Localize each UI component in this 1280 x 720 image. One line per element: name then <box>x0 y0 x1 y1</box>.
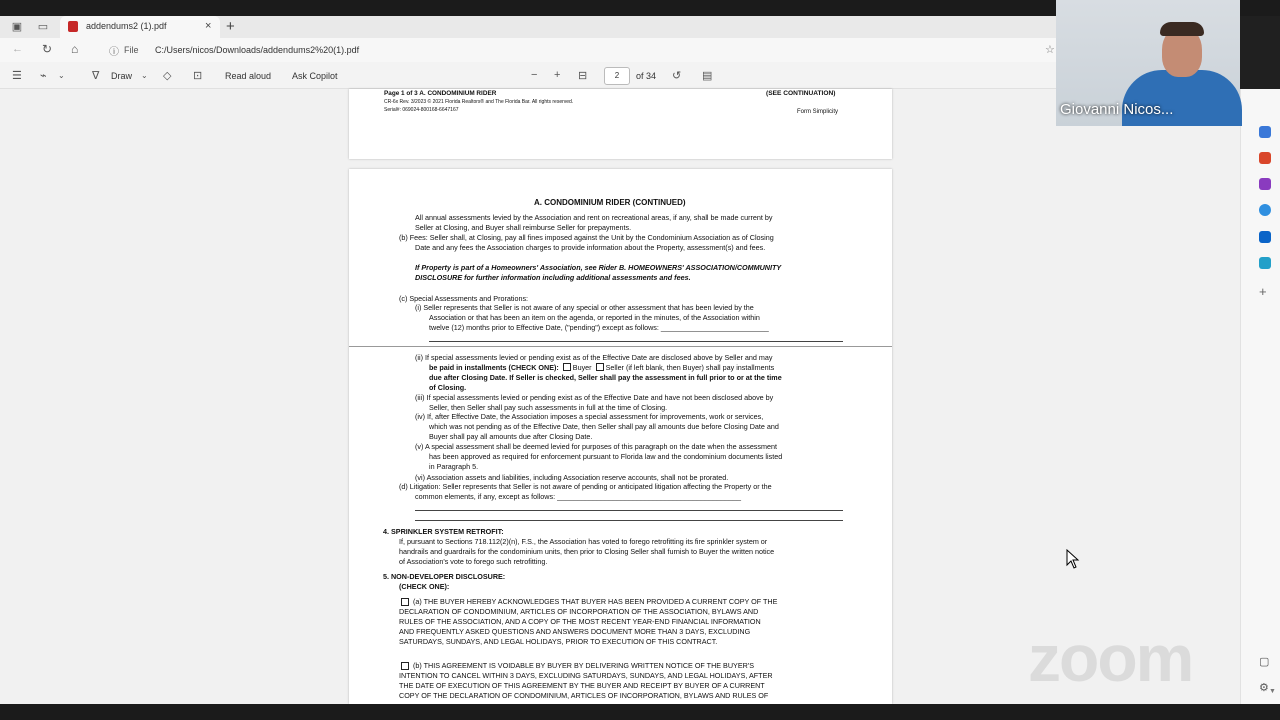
tab-title: addendums2 (1).pdf <box>86 21 167 31</box>
c-heading: (c) Special Assessments and Prorations: <box>399 294 529 303</box>
cv-line-1: (v) A special assessment shall be deemed levied for purposes of this paragraph on the date when the assessment <box>415 442 777 451</box>
page-fold-line <box>349 346 892 347</box>
s5a-line-5: SATURDAYS, SUNDAYS, AND LEGAL HOLIDAYS, PRIOR TO EXECUTION OF THIS CONTRACT. <box>399 637 718 646</box>
home-icon[interactable]: ⌂ <box>71 42 79 56</box>
ci-line-1: (i) Seller represents that Seller is not aware of any special or other assessment that has been levied by the <box>415 303 754 312</box>
b-line-2: Date and any fees the Association charges to provide information about the Property, assessment(s) and fees. <box>415 243 766 252</box>
draw-dropdown-icon[interactable]: ⌄ <box>141 71 148 80</box>
fit-page-icon[interactable]: ⊟ <box>578 70 588 82</box>
s4-line-1: If, pursuant to Sections 718.112(2)(n), F.S., the Association has voted to forego retrofitting its fire sprinkler system or <box>399 537 768 546</box>
s5a-line-2: DECLARATION OF CONDOMINIUM, ARTICLES OF INCORPORATION OF THE ASSOCIATION, BYLAWS AND <box>399 607 759 616</box>
s5b-line-3: THE DATE OF EXECUTION OF THIS AGREEMENT BY THE BUYER AND RECEIPT BY BUYER OF A CURRENT <box>399 681 765 690</box>
tab-actions-icon[interactable]: ▭ <box>37 21 49 33</box>
scroll-down-arrow-icon[interactable]: ▼ <box>1269 688 1276 695</box>
section5-heading: 5. NON-DEVELOPER DISCLOSURE: <box>383 572 506 581</box>
read-aloud-button[interactable]: Read aloud <box>225 71 272 81</box>
file-scheme-label: File <box>124 45 139 55</box>
buyer-option-label: Buyer <box>572 363 592 372</box>
copilot-icon[interactable] <box>1259 126 1271 138</box>
pdf-file-icon <box>68 21 78 32</box>
contents-icon[interactable]: ☰ <box>12 70 22 82</box>
cv-line-2: has been approved as required for enforcement pursuant to Florida law and the condominium documents listed <box>429 452 783 461</box>
drop-icon[interactable] <box>1259 257 1271 269</box>
s5b-line-4: COPY OF THE DECLARATION OF CONDOMINIUM, ARTICLES OF INCORPORATION, BYLAWS AND RULES OF <box>399 691 769 700</box>
page-total: of 34 <box>636 71 657 81</box>
refresh-icon[interactable]: ↻ <box>42 42 53 56</box>
p1-line-1: All annual assessments levied by the Association and rent on recreational areas, if any, shall be made current by <box>415 213 773 222</box>
info-icon[interactable]: ⓘ <box>109 47 119 58</box>
pdf-page-2 <box>349 169 892 704</box>
cii-line-4: of Closing. <box>429 383 467 392</box>
mouse-cursor-icon <box>1066 549 1080 569</box>
b-line-1: (b) Fees: Seller shall, at Closing, pay all fines imposed against the Unit by the Condominium Association as of Closing <box>399 233 774 242</box>
ci-line-2: Association or that has been an item on the agenda, or reported in the minutes, of the Association within <box>429 313 760 322</box>
s5b-line-2: INTENTION TO CANCEL WITHIN 3 DAYS, EXCLUDING SATURDAYS, SUNDAYS, AND LEGAL HOLIDAYS, AFTER <box>399 671 773 680</box>
bottom-black-strip <box>0 704 1280 720</box>
draw-button[interactable]: Draw <box>111 71 133 81</box>
pdf-page-1 <box>349 89 892 159</box>
d-line-2: common elements, if any, except as follows: ______________________________________________ <box>415 492 741 501</box>
games-icon[interactable] <box>1259 204 1271 216</box>
text-box-icon[interactable]: ⊡ <box>193 70 203 82</box>
s5b-line-1: (b) THIS AGREEMENT IS VOIDABLE BY BUYER BY DELIVERING WRITTEN NOTICE OF THE BUYER'S <box>413 661 754 670</box>
section4-heading: 4. SPRINKLER SYSTEM RETROFIT: <box>383 527 504 536</box>
participant-name: Giovanni Nicos... <box>1060 101 1174 118</box>
zoom-out-icon[interactable]: − <box>531 69 538 81</box>
tools-icon[interactable] <box>1259 178 1271 190</box>
participant-hair <box>1160 22 1204 36</box>
d-line-1: (d) Litigation: Seller represents that Seller is not aware of pending or anticipated litigation affecting the Property or the <box>399 482 772 491</box>
hoa-line-1: If Property is part of a Homeowners' Association, see Rider B. HOMEOWNERS' ASSOCIATION/COMMUNITY <box>415 263 782 272</box>
url-text[interactable]: C:/Users/nicos/Downloads/addendums2%20(1).pdf <box>155 45 360 55</box>
cii-line-3: due after Closing Date. If Seller is checked, Seller shall pay the assessment in full prior to or at the time <box>429 373 782 382</box>
workspaces-icon[interactable]: ▣ <box>11 21 23 33</box>
pdf-toolbar <box>0 62 1056 89</box>
ask-copilot-button[interactable]: Ask Copilot <box>292 71 338 81</box>
page-view-icon[interactable]: ▤ <box>702 70 713 82</box>
option-a-checkbox[interactable] <box>401 598 409 606</box>
form-simplicity-logo: Form Simplicity <box>797 109 839 115</box>
add-sidebar-app-icon[interactable]: + <box>1259 284 1267 299</box>
ciii-line-2: Seller, then Seller shall pay such assessments in full at the time of Closing. <box>429 403 668 412</box>
rider-title: A. CONDOMINIUM RIDER (CONTINUED) <box>534 198 686 207</box>
cvi-line: (vi) Association assets and liabilities, including Association reserve accounts, shall not be prorated. <box>415 473 729 482</box>
option-b-checkbox[interactable] <box>401 662 409 670</box>
erase-icon[interactable]: ◇ <box>163 70 172 82</box>
cv-line-3: in Paragraph 5. <box>429 462 479 471</box>
d-blank-line-1 <box>415 510 843 511</box>
s5a-line-4: AND FREQUENTLY ASKED QUESTIONS AND ANSWERS DOCUMENT MORE THAN 3 DAYS, EXCLUDING <box>399 627 751 636</box>
sidebar-layout-icon[interactable]: ▢ <box>1259 656 1270 668</box>
draw-icon[interactable]: ∇ <box>92 70 100 82</box>
s4-line-2: handrails and guardrails for the condominium units, then prior to Closing Seller shall furnish to Buyer the written notice <box>399 547 775 556</box>
page1-header-right: (SEE CONTINUATION) <box>766 90 836 97</box>
rotate-icon[interactable]: ↺ <box>672 70 682 82</box>
p1-line-2: Seller at Closing, and Buyer shall reimburse Seller for prepayments. <box>415 223 632 232</box>
settings-gear-icon[interactable]: ⚙ <box>1259 682 1269 694</box>
s5a-line-1: (a) THE BUYER HEREBY ACKNOWLEDGES THAT BUYER HAS BEEN PROVIDED A CURRENT COPY OF THE <box>413 597 778 606</box>
seller-checkbox[interactable] <box>596 363 604 371</box>
d-blank-line-2 <box>415 520 843 521</box>
shopping-icon[interactable] <box>1259 152 1271 164</box>
zoom-watermark: zoom <box>1028 621 1193 695</box>
back-icon[interactable]: ← <box>12 43 23 55</box>
highlight-dropdown-icon[interactable]: ⌄ <box>58 71 65 80</box>
outlook-icon[interactable] <box>1259 231 1271 243</box>
check-one-label: be paid in installments (CHECK ONE): <box>429 363 559 372</box>
ciii-line-1: (iii) If special assessments levied or pending exist as of the Effective Date and have not been disclosed above by <box>415 393 774 402</box>
s5a-line-3: RULES OF THE ASSOCIATION, AND A COPY OF THE MOST RECENT YEAR-END FINANCIAL INFORMATION <box>399 617 761 626</box>
close-tab-button[interactable]: × <box>205 20 212 32</box>
page1-header-left: Page 1 of 3 A. CONDOMINIUM RIDER <box>384 90 497 97</box>
page1-revision: CR-6x Rev. 3/2023 © 2021 Florida Realtors® and The Florida Bar. All rights reserved. <box>384 99 574 105</box>
civ-line-1: (iv) If, after Effective Date, the Association imposes a special assessment for improvements, work or services, <box>415 412 764 421</box>
favorite-star-icon[interactable]: ☆ <box>1045 44 1055 56</box>
seller-option-label: Seller (if left blank, then Buyer) shall pay installments <box>605 363 775 372</box>
page-number-input[interactable]: 2 <box>604 67 630 85</box>
zoom-in-icon[interactable]: + <box>554 69 561 81</box>
section5-check-one: (CHECK ONE): <box>399 582 450 591</box>
s4-line-3: of Association's vote to forego such retrofitting. <box>399 557 548 566</box>
cii-line-1: (ii) If special assessments levied or pending exist as of the Effective Date are disclosed above by Seller and may <box>415 353 773 362</box>
page1-serial: Serial#: 069024-800168-6647167 <box>384 107 459 113</box>
cii-line-2 <box>429 363 774 373</box>
new-tab-button[interactable]: + <box>226 18 235 35</box>
ci-blank-line <box>429 341 843 342</box>
ci-line-3: twelve (12) months prior to Effective Date, ("pending") except as follows: ___________________________ <box>429 323 769 332</box>
hoa-line-2: DISCLOSURE for further information including additional assessments and fees. <box>415 273 691 282</box>
civ-line-2: which was not pending as of the Effective Date, then Seller shall pay all amounts due before Closing Date and <box>429 422 779 431</box>
civ-line-3: Buyer shall pay all amounts due after Closing Date. <box>429 432 593 441</box>
buyer-checkbox[interactable] <box>563 363 571 371</box>
highlight-icon[interactable]: ⌁ <box>40 70 47 82</box>
